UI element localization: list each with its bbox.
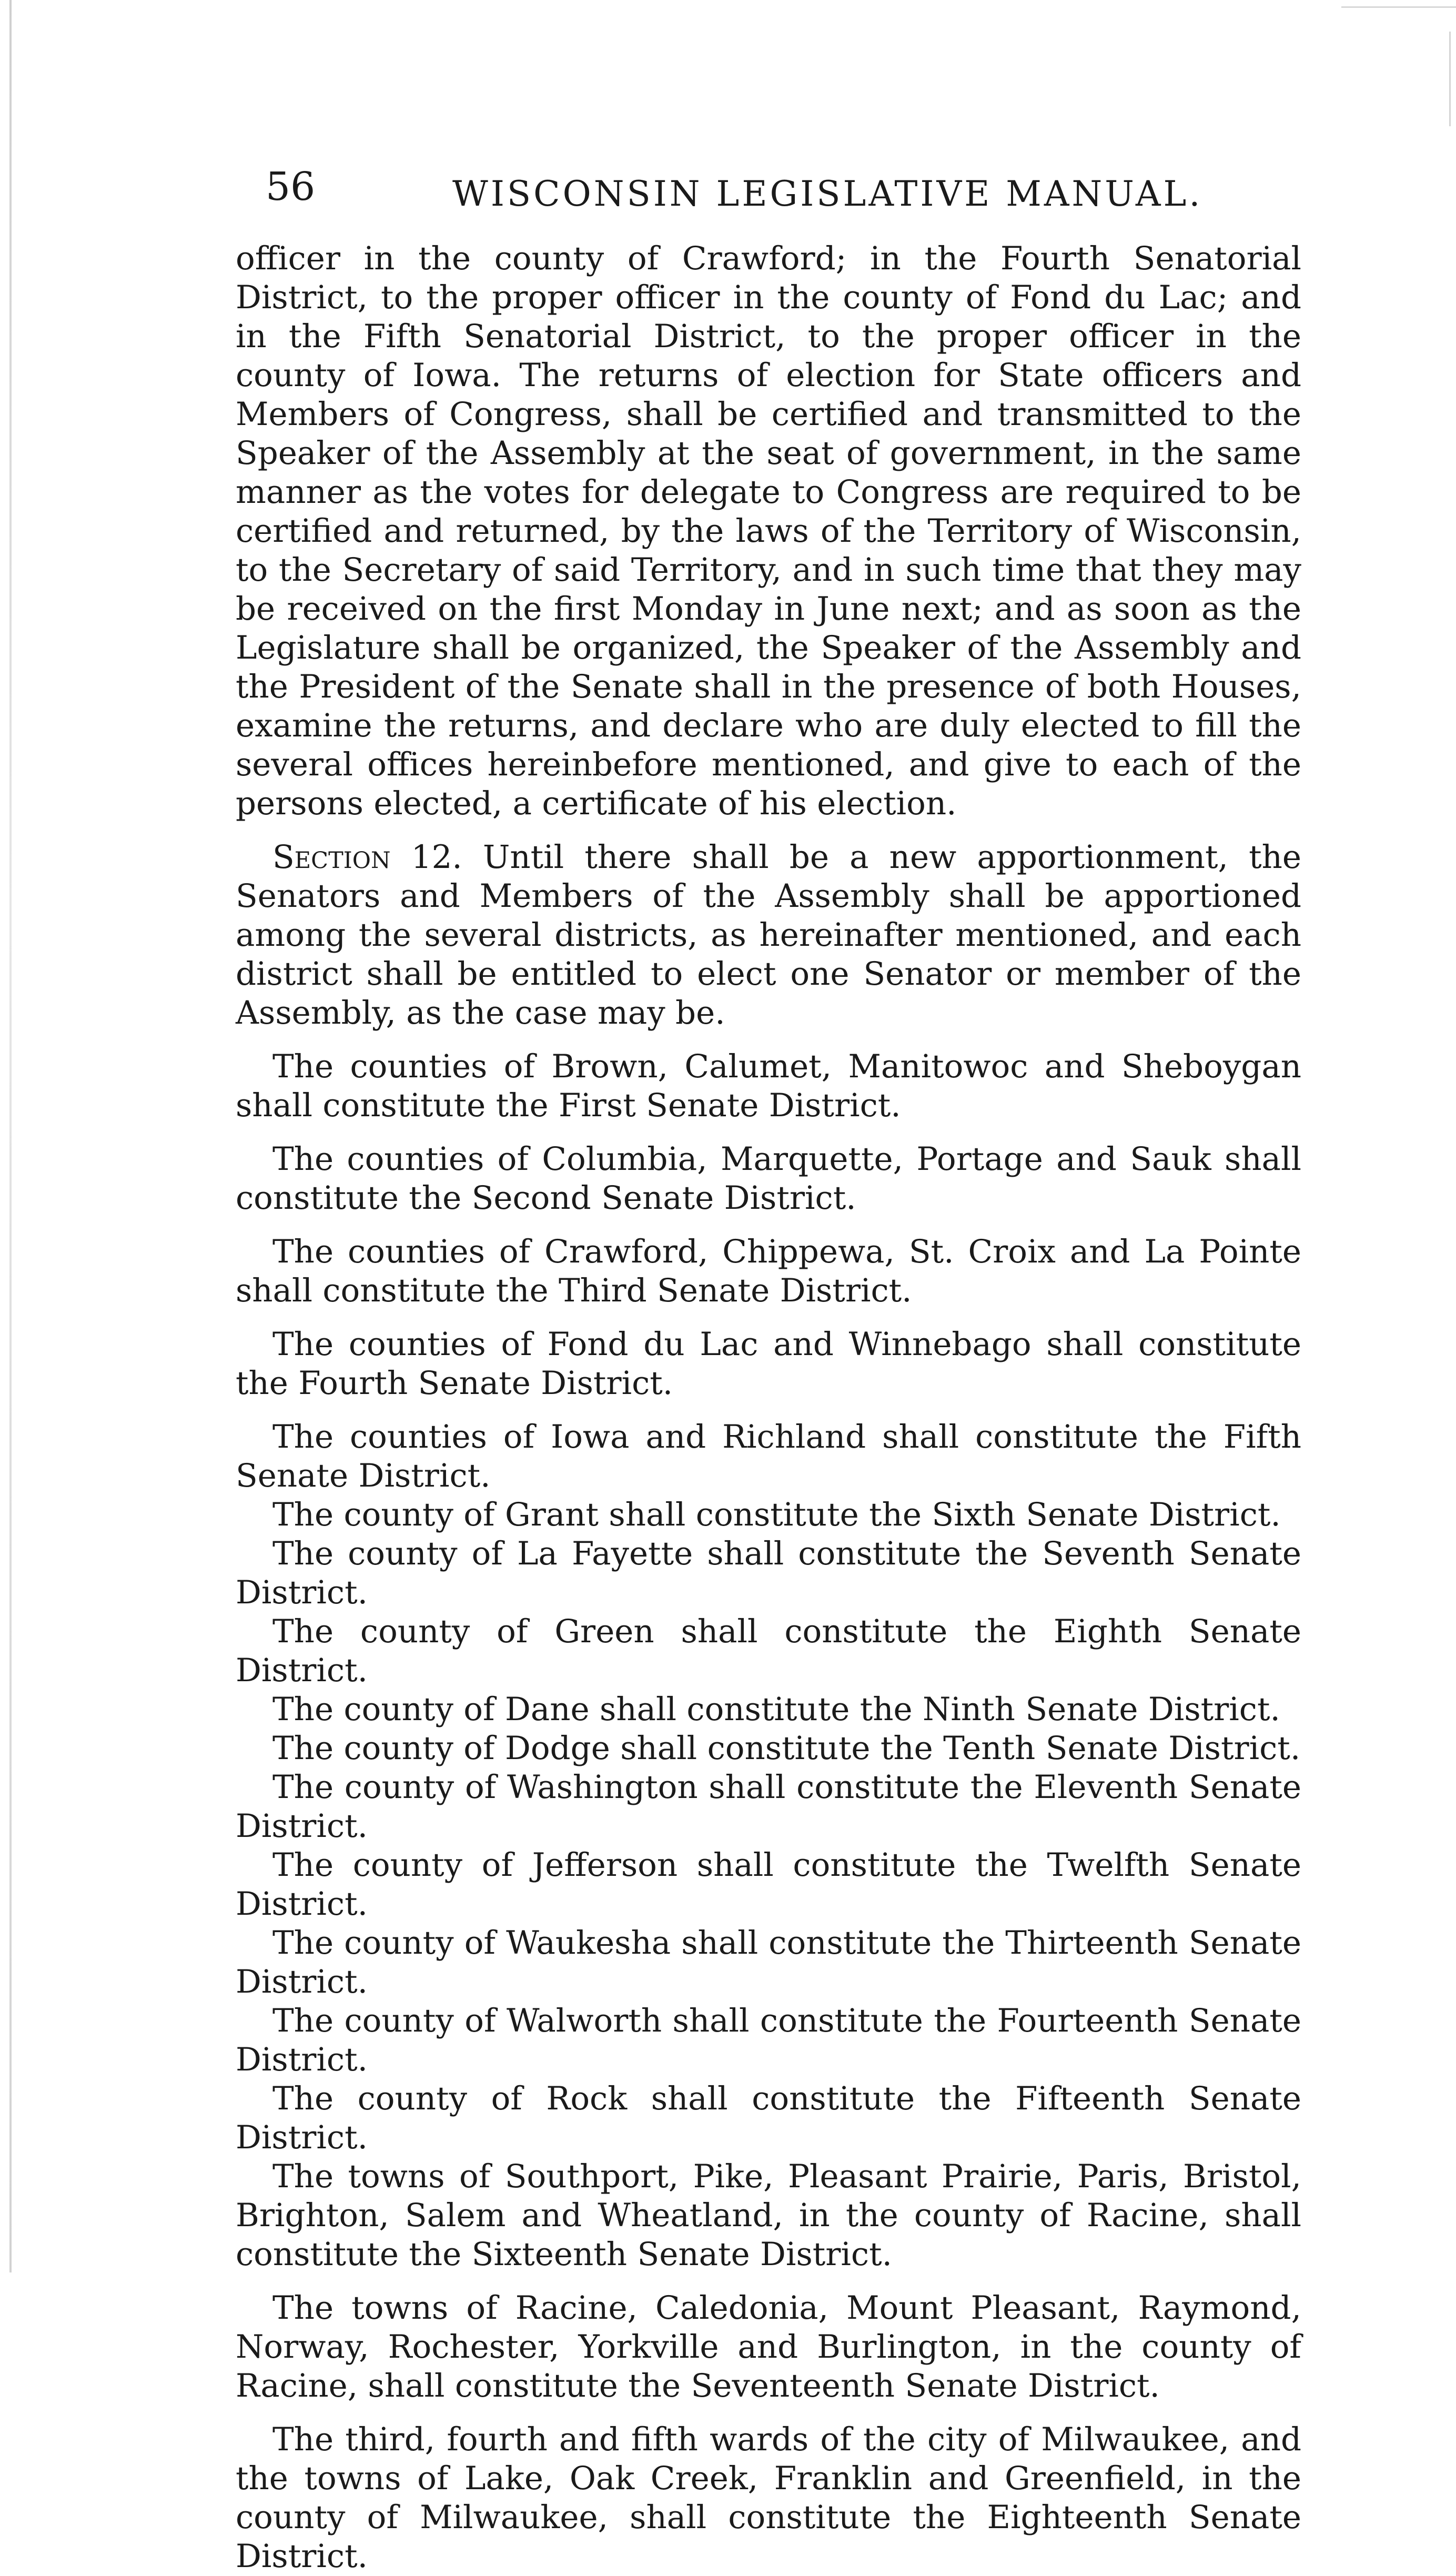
paragraph-district-18: The third, fourth and fifth wards of the city of Milwaukee, and the towns of Lake, Oak Creek, Franklin and Greenfield, in the county of Milwaukee, shall constitute the Eighteenth Senate District. [236,2421,1301,2575]
paragraph-district-8: The county of Green shall constitute the Eighth Senate District. [236,1613,1301,1689]
scan-edge-top [1341,6,1456,8]
paragraph-district-5: The counties of Iowa and Richland shall constitute the Fifth Senate District. [236,1418,1301,1494]
paragraph-district-16: The towns of Southport, Pike, Pleasant Prairie, Paris, Bristol, Brighton, Salem and Wheatland, in the county of Racine, shall constitute the Sixteenth Senate District. [236,2158,1301,2273]
paragraph-district-12: The county of Jefferson shall constitute the Twelfth Senate District. [236,1846,1301,1923]
page-body [236,239,1301,2576]
paragraph-district-15: The county of Rock shall constitute the Fifteenth Senate District. [236,2080,1301,2156]
running-head: WISCONSIN LEGISLATIVE MANUAL. [452,174,1203,214]
paragraph-district-7: The county of La Fayette shall constitute the Seventh Senate District. [236,1535,1301,1611]
scan-edge-left [9,0,12,2272]
scan-edge-right [1449,32,1451,126]
paragraph-district-10: The county of Dodge shall constitute the Tenth Senate District. [272,1730,1301,1767]
paragraph-district-2: The counties of Columbia, Marquette, Portage and Sauk shall constitute the Second Senate District. [236,1140,1301,1217]
paragraph-district-14: The county of Walworth shall constitute the Fourteenth Senate District. [236,2002,1301,2078]
page-header [266,158,1203,226]
paragraph-district-9: The county of Dane shall constitute the Ninth Senate District. [272,1691,1280,1728]
paragraph-district-13: The county of Waukesha shall constitute the Thirteenth Senate District. [236,1924,1301,2001]
paragraph-section-12 [236,838,1301,1033]
paragraph-district-1: The counties of Brown, Calumet, Manitowoc and Sheboygan shall constitute the First Senate District. [236,1048,1301,1124]
page-number: 56 [266,164,316,209]
paragraph-district-11: The county of Washington shall constitute the Eleventh Senate District. [236,1769,1301,1845]
paragraph-district-17: The towns of Racine, Caledonia, Mount Pleasant, Raymond, Norway, Rochester, Yorkville and Burlington, in the county of Racine, shall constitute the Seventeenth Senate District. [236,2289,1301,2405]
paragraph-continuation: officer in the county of Crawford; in the Fourth Senatorial District, to the proper officer in the county of Fond du Lac; and in the Fifth Senatorial District, to the proper officer in the county of Iowa. The returns of election for State officers and Members of Congress, shall be certified and transmitted to the Speaker of the Assembly at the seat of government, in the same manner as the votes for delegate to Congress are required to be certified and returned, by the laws of the Territory of Wisconsin, to the Secretary of said Territory, and in such time that they may be received on the first Monday in June next; and as soon as the Legislature shall be organized, the Speaker of the Assembly and the President of the Senate shall in the presence of both Houses, examine the returns, and declare who are duly elected to fill the several offices hereinbefore mentioned, and give to each of the persons elected, a certificate of his election. [236,240,1301,822]
section-text: Until there shall be a new apportionment, the Senators and Members of the Assembly shall be apportioned among the several districts, as hereinafter mentioned, and each district shall be entitled to elect one Senator or member of the Assembly, as the case may be. [236,839,1302,1032]
paragraph-district-4: The counties of Fond du Lac and Winnebago shall constitute the Fourth Senate District. [236,1326,1301,1402]
paragraph-district-3: The counties of Crawford, Chippewa, St. Croix and La Pointe shall constitute the Third Senate District. [236,1233,1301,1309]
section-label: Section 12. [272,839,462,876]
paragraph-district-6: The county of Grant shall constitute the Sixth Senate District. [272,1496,1281,1533]
